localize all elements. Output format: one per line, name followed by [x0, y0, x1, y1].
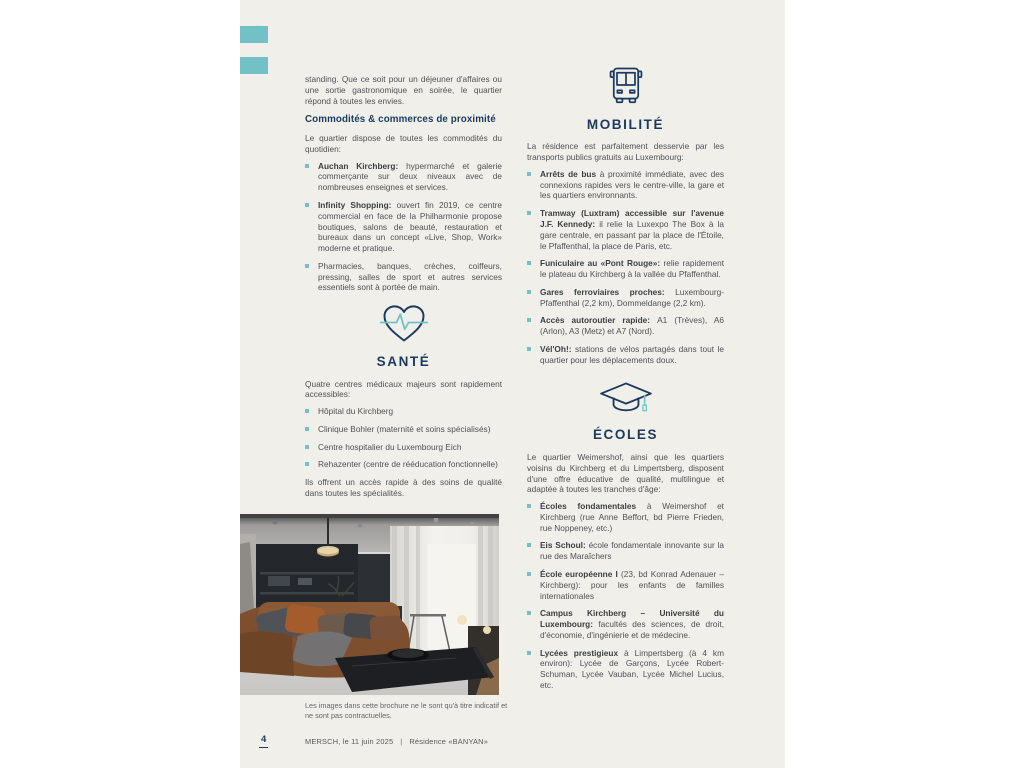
ecoles-list — [527, 501, 724, 691]
left-column — [305, 74, 502, 507]
commodites-list — [305, 161, 502, 294]
intro-paragraph: standing. Que ce soit pour un déjeuner d'affaires ou une sortie gastronomique en soirée, le quartier répond à toutes les envies. — [305, 74, 502, 106]
list-item-text: Pharmacies, banques, crèches, coiffeurs, pressing, salles de sport et autres services essentiels sont à portée de main. — [318, 260, 502, 293]
list-item — [305, 406, 502, 417]
list-item — [305, 261, 502, 293]
list-item — [305, 459, 502, 470]
list-item-text: stations de vélos partagés dans tout le quartier pour les déplacements doux. — [540, 344, 724, 365]
sante-heading: SANTÉ — [376, 354, 431, 370]
teal-square-bullet-icon — [305, 264, 309, 268]
list-item — [527, 569, 724, 601]
teal-square-bullet-icon — [305, 409, 309, 413]
teal-square-bullet-icon — [527, 504, 531, 508]
list-item-text: Rehazenter (centre de rééducation fonctionnelle) — [318, 459, 498, 470]
commodites-heading: Commodités & commerces de proximité — [305, 114, 496, 126]
teal-square-bullet-icon — [527, 347, 531, 351]
list-item-lead: Funiculaire au «Pont Rouge»: — [540, 258, 664, 269]
right-column — [527, 62, 724, 698]
list-item — [527, 287, 724, 309]
teal-square-bullet-icon — [527, 543, 531, 547]
list-item — [527, 208, 724, 251]
list-item-text: Luxembourg-Pfaffenthal (2,2 km), Dommeldange (2,2 km). — [540, 286, 724, 308]
list-item — [305, 161, 502, 193]
mobilite-heading: MOBILITÉ — [586, 116, 665, 132]
list-item-text: hypermarché et galerie commerçante sur deux niveaux avec de nombreuses enseignes et services. — [318, 160, 502, 193]
teal-square-bullet-icon — [527, 651, 531, 655]
teal-square-bullet-icon — [305, 427, 309, 431]
list-item-text: A1 (Trèves), A6 (Arlon), A3 (Metz) et A7 (Nord). — [540, 315, 724, 337]
teal-square-bullet-icon — [527, 318, 531, 322]
list-item — [527, 315, 724, 337]
list-item-lead: Infinity Shopping: — [318, 199, 397, 210]
list-item-lead: Auchan Kirchberg: — [318, 160, 407, 171]
teal-square-bullet-icon — [527, 211, 531, 215]
list-item — [527, 258, 724, 280]
ecoles-heading: ÉCOLES — [592, 427, 659, 443]
list-item — [305, 200, 502, 254]
teal-square-bullet-icon — [305, 203, 309, 207]
list-item-text: il relie la Luxexpo The Box à la gare centrale, en passant par la place de l'Étoile, le Pfaffenthal, la place de Paris, etc. — [540, 219, 724, 251]
list-item-text: à proximité immédiate, avec des connexions rapides vers le centre-ville, la gare et les quartiers environnants. — [540, 168, 724, 201]
commodites-lead: Le quartier dispose de toutes les commodités du quotidien: — [305, 133, 502, 154]
teal-square-bullet-icon — [527, 290, 531, 294]
sante-lead: Quatre centres médicaux majeurs sont rapidement accessibles: — [305, 378, 502, 400]
list-item — [527, 169, 724, 201]
list-item-text: à Weimershof et Kirchberg (rue Anne Beffort, bd Pierre Frieden, rue Noppeney, etc.) — [540, 501, 724, 533]
list-item — [527, 344, 724, 366]
footer-line — [305, 737, 488, 746]
list-item — [305, 442, 502, 453]
list-item — [527, 501, 724, 533]
list-item-text: (23, bd Konrad Adenauer – Kirchberg): pour les enfants de familles internationales — [540, 568, 725, 601]
list-item-lead: Tramway (Luxtram) accessible sur l'avenue J.F. Kennedy: — [540, 208, 724, 230]
sante-outro: Ils offrent un accès rapide à des soins de qualité dans toutes les spécialités. — [305, 477, 502, 499]
list-item — [305, 424, 502, 435]
mobilite-list — [527, 169, 724, 366]
list-item-lead: Eis Schoul: — [540, 540, 589, 551]
photo-caption: Les images dans cette brochure ne le sont qu'à titre indicatif et ne sont pas contractuelles. — [305, 701, 508, 721]
brochure-page — [240, 0, 785, 768]
list-item-lead: Gares ferroviaires proches: — [540, 286, 676, 297]
sante-list — [305, 406, 502, 470]
list-item-text: Centre hospitalier du Luxembourg Eich — [318, 441, 462, 452]
teal-square-bullet-icon — [527, 261, 531, 265]
heart-pulse-icon — [305, 303, 502, 348]
living-room-photo — [240, 514, 499, 695]
teal-square-bullet-icon — [527, 572, 531, 576]
teal-square-bullet-icon — [305, 445, 309, 449]
bus-icon — [527, 62, 724, 111]
list-item — [527, 540, 724, 562]
list-item-lead: École européenne I — [540, 568, 621, 579]
page-edge-mark-icon — [240, 57, 268, 74]
footer-residence: Résidence «BANYAN» — [409, 737, 489, 746]
ecoles-lead: Le quartier Weimershof, ainsi que les quartiers voisins du Kirchberg et du Limpertsberg, disposent d'une offre éducative de qualité, multilingue et adaptée à toutes les tranches d'âge: — [527, 451, 724, 495]
list-item-text: facultés des sciences, de droit, d'économie, d'ingénierie et de médecine. — [540, 619, 724, 640]
list-item-lead: Campus Kirchberg – Université du Luxembourg: — [540, 608, 724, 630]
teal-square-bullet-icon — [305, 462, 309, 466]
list-item-lead: Écoles fondamentales — [540, 501, 647, 512]
graduation-cap-icon — [527, 379, 724, 422]
list-item-text: Clinique Bohler (maternité et soins spécialisés) — [318, 423, 491, 434]
list-item — [527, 608, 724, 640]
page-number: 4 — [259, 734, 268, 748]
list-item-text: école fondamentale innovante sur la rue des Maraîchers — [540, 540, 724, 562]
list-item — [527, 648, 724, 691]
list-item-text: à Limpertsberg (à 4 km environ): Lycée de Garçons, Lycée Robert-Schuman, Lycée Vauban, Lycée Michel Lucius, etc. — [540, 647, 724, 690]
teal-square-bullet-icon — [527, 172, 531, 176]
list-item-lead: Arrêts de bus — [540, 168, 600, 179]
list-item-lead: Vél'Oh!: — [540, 344, 576, 355]
list-item-text: Hôpital du Kirchberg — [318, 406, 394, 417]
footer-date: MERSCH, le 11 juin 2025 — [305, 737, 394, 746]
teal-square-bullet-icon — [527, 611, 531, 615]
footer-separator: | — [400, 737, 403, 746]
list-item-text: relie rapidement le plateau du Kirchberg à la vallée du Pfaffenthal. — [540, 258, 724, 280]
mobilite-lead: La résidence est parfaitement desservie par les transports publics gratuits au Luxembourg: — [527, 141, 724, 163]
list-item-text: ouvert fin 2019, ce centre commercial en face de la Philharmonie propose boutiques, salons de beauté, restauration et bureaux dans un concept «Live, Shop, Work» moderne et pratique. — [318, 199, 502, 254]
list-item-lead: Accès autoroutier rapide: — [540, 315, 658, 326]
teal-square-bullet-icon — [305, 164, 309, 168]
page-edge-mark-icon — [240, 26, 268, 43]
list-item-lead: Lycées prestigieux — [540, 647, 625, 658]
